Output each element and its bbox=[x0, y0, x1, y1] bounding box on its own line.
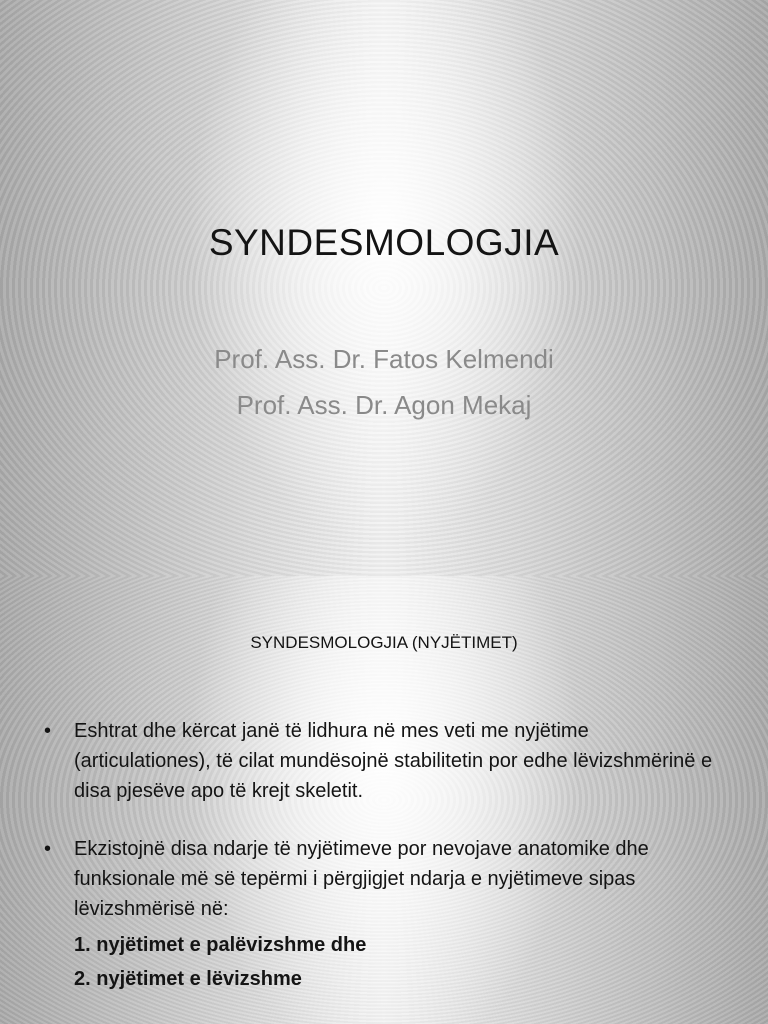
author-1: Prof. Ass. Dr. Fatos Kelmendi bbox=[214, 344, 554, 374]
bullet-icon: • bbox=[44, 720, 52, 742]
slide-heading: SYNDESMOLOGJIA (NYJËTIMET) bbox=[250, 633, 518, 652]
bullet-text: Eshtrat dhe kërcat janë të lidhura në mes veti me nyjëtime (articulationes), të cilat mundësojnë stabilitetin por edhe lëvizshmërinë e disa pjesëve apo të krejt skeletit. bbox=[74, 720, 713, 802]
list-item bbox=[40, 834, 720, 924]
sub-item: 1. nyjëtimet e palëvizshme dhe bbox=[74, 934, 367, 956]
bullet-list bbox=[40, 716, 720, 1022]
slide-title: SYNDESMOLOGJIA bbox=[208, 222, 560, 263]
author-2: Prof. Ass. Dr. Agon Mekaj bbox=[236, 390, 532, 420]
bullet-icon: • bbox=[44, 838, 52, 860]
slide-subtitle bbox=[0, 336, 768, 428]
sub-item: 2. nyjëtimet e lëvizshme bbox=[74, 968, 302, 990]
bullet-text: Ekzistojnë disa ndarje të nyjëtimeve por nevojave anatomike dhe funksionale më së tepërmi i përgjigjet ndarja e nyjëtimeve sipas lëvizshmërisë në: bbox=[74, 838, 649, 920]
list-item bbox=[40, 716, 720, 806]
content-slide bbox=[0, 576, 768, 1024]
